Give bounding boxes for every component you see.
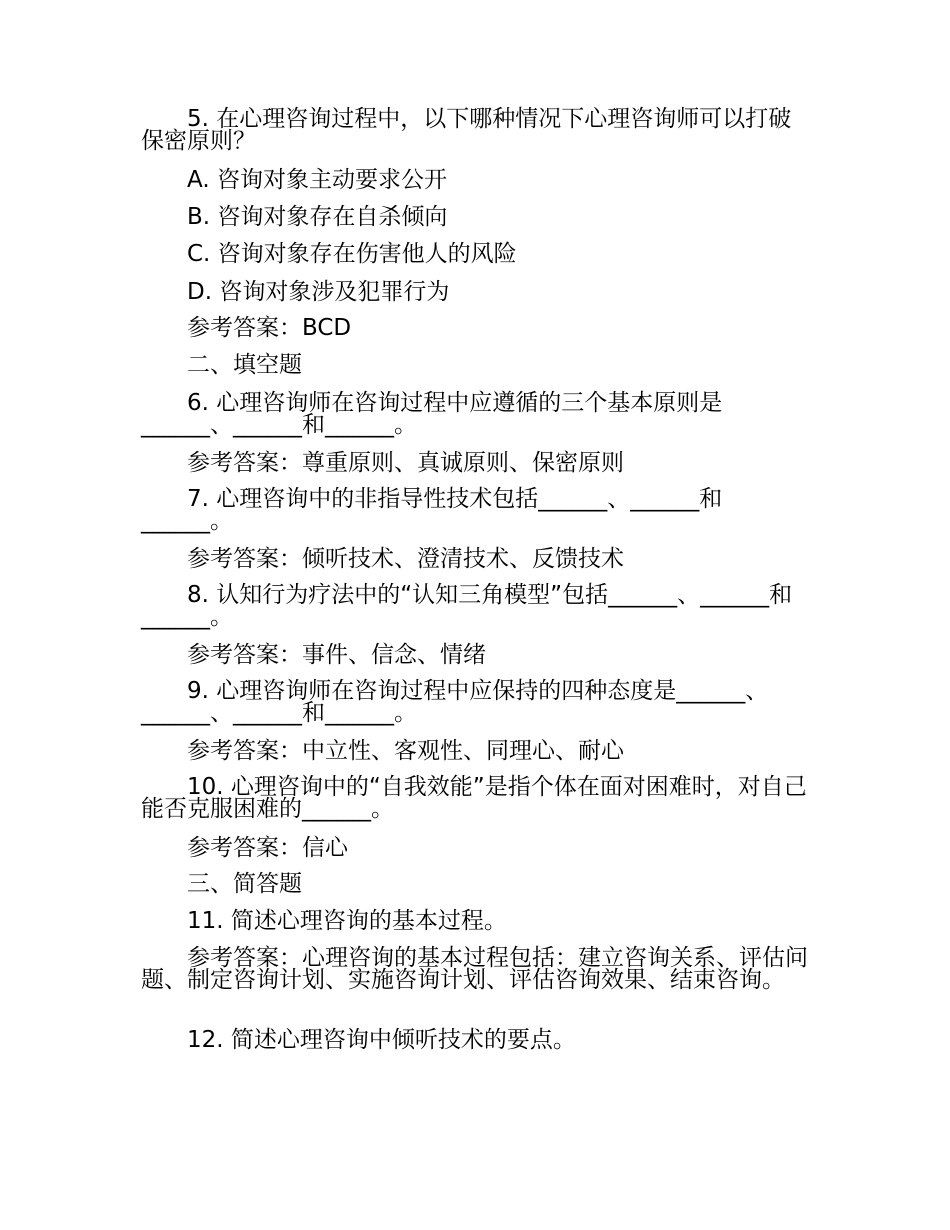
answer-10: 参考答案：信心 — [187, 835, 348, 861]
answer-5: 参考答案：BCD — [187, 315, 352, 341]
question-10: 10. 心理咨询中的“自我效能”是指个体在面对困难时，对自己能否克服困难的______。 — [141, 774, 807, 822]
answer-7: 参考答案：倾听技术、澄清技术、反馈技术 — [187, 546, 624, 572]
answer-9: 参考答案：中立性、客观性、同理心、耐心 — [187, 738, 624, 764]
question-12: 12. 简述心理咨询中倾听技术的要点。 — [187, 1027, 576, 1053]
answer-6: 参考答案：尊重原则、真诚原则、保密原则 — [187, 450, 624, 476]
option-c: C. 咨询对象存在伤害他人的风险 — [187, 241, 517, 267]
question-6: 6. 心理咨询师在咨询过程中应遵循的三个基本原则是______、______和______。 — [141, 390, 723, 438]
section-heading-fill-blank: 二、填空题 — [187, 352, 302, 378]
question-7: 7. 心理咨询中的非指导性技术包括______、______和______。 — [141, 486, 723, 534]
question-8: 8. 认知行为疗法中的“认知三角模型”包括______、______和______。 — [141, 582, 793, 630]
answer-11: 参考答案：心理咨询的基本过程包括：建立咨询关系、评估问题、制定咨询计划、实施咨询计划、评估咨询效果、结束咨询。 — [141, 945, 808, 993]
question-9: 9. 心理咨询师在咨询过程中应保持的四种态度是______、______、______和______。 — [141, 678, 769, 726]
answer-8: 参考答案：事件、信念、情绪 — [187, 642, 486, 668]
question-11: 11. 简述心理咨询的基本过程。 — [187, 908, 507, 934]
question-5: 5. 在心理咨询过程中，以下哪种情况下心理咨询师可以打破保密原则？ — [141, 106, 792, 154]
option-b: B. 咨询对象存在自杀倾向 — [187, 204, 448, 230]
section-heading-short-answer: 三、简答题 — [187, 871, 302, 897]
option-d: D. 咨询对象涉及犯罪行为 — [187, 279, 450, 305]
option-a: A. 咨询对象主动要求公开 — [187, 167, 447, 193]
